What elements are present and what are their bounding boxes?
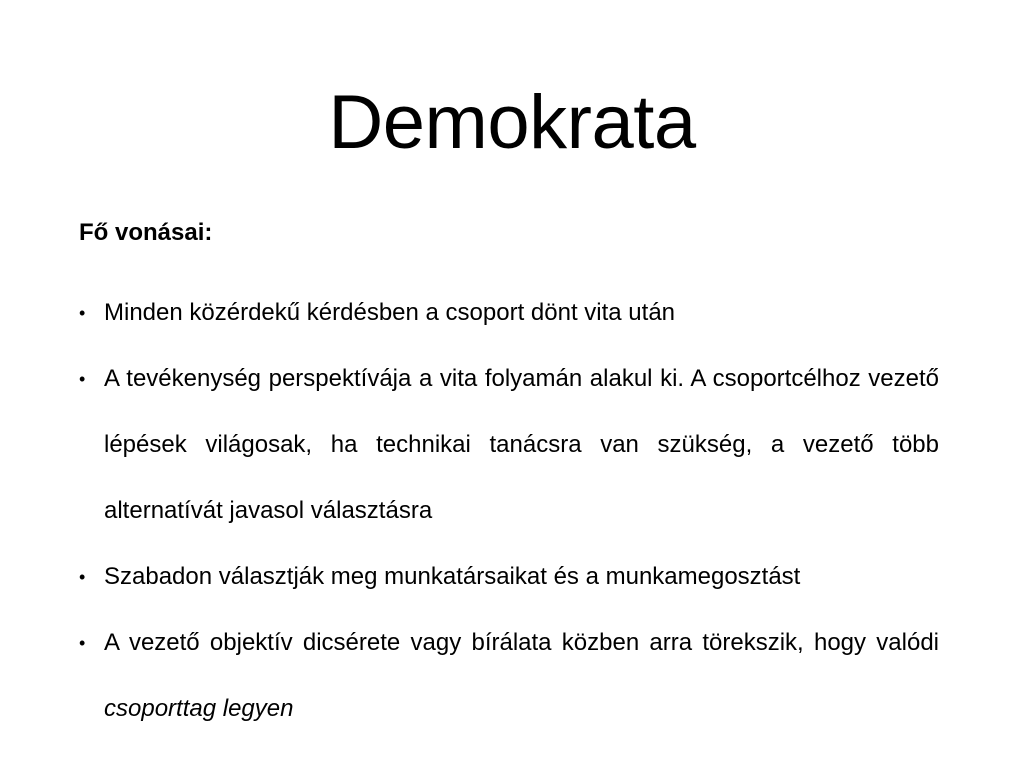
bullet-text-italic: csoporttag legyen xyxy=(104,695,294,722)
bullet-icon: • xyxy=(79,303,86,323)
bullet-text xyxy=(104,629,939,722)
slide-subtitle: Fő vonásai: xyxy=(79,219,213,246)
bullet-text: A tevékenység perspektívája a vita folyamán alakul ki. A csoportcélhoz vezető lépések világosak, ha technikai tanácsra van szükség, a vezető több alternatívát javasol választásra xyxy=(104,365,939,524)
slide-title: Demokrata xyxy=(328,80,696,165)
bullet-icon: • xyxy=(79,633,86,653)
bullet-text: Szabadon választják meg munkatársaikat és a munkamegosztást xyxy=(104,563,801,590)
bullet-text-plain: A vezető objektív dicsérete vagy bírálata közben arra törekszik, hogy valódi xyxy=(104,629,939,656)
bullet-icon: • xyxy=(79,369,86,389)
list-item xyxy=(79,544,939,610)
list-item xyxy=(79,610,939,742)
bullet-text: Minden közérdekű kérdésben a csoport dönt vita után xyxy=(104,299,676,326)
list-item xyxy=(79,280,939,346)
bullet-list xyxy=(79,280,939,742)
list-item xyxy=(79,346,939,544)
bullet-icon: • xyxy=(79,567,86,587)
